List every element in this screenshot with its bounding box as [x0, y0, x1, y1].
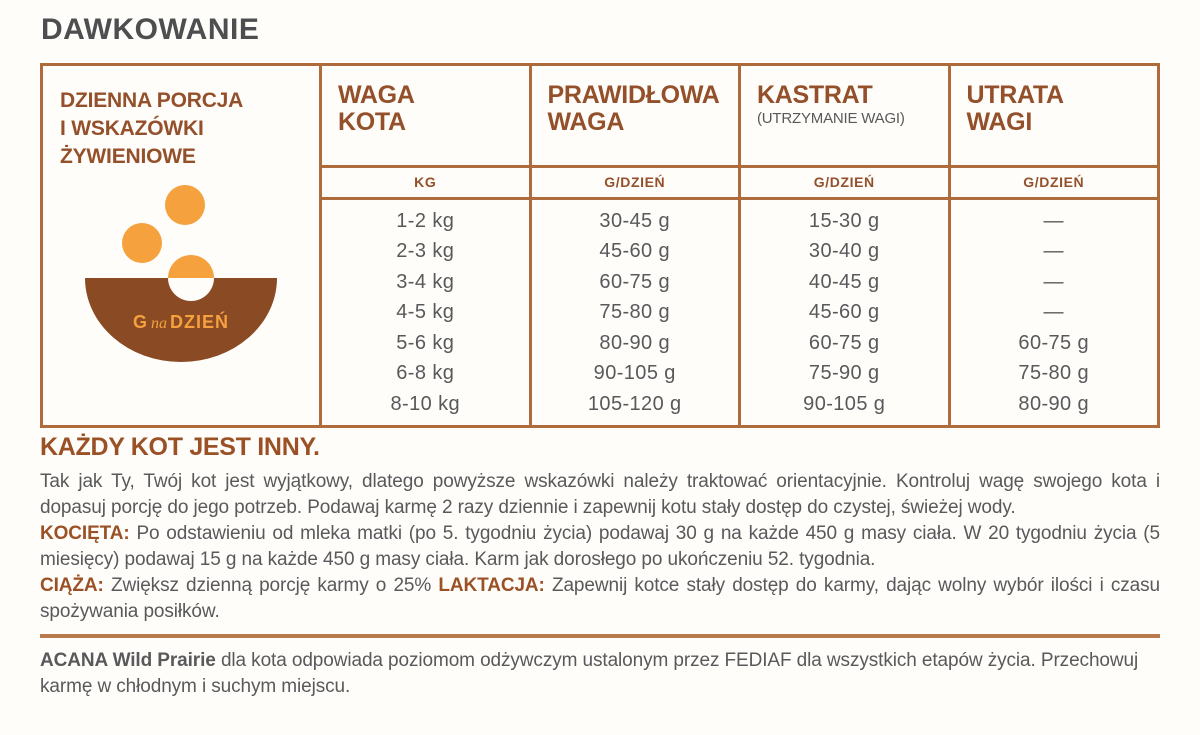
weight-loss-portion-value: —: [1043, 270, 1064, 293]
unit-label: G/DZIEŃ: [951, 165, 1158, 200]
normal-portion-value: 90-105 g: [593, 362, 676, 384]
pregnancy-label: CIĄŻA:: [40, 575, 104, 596]
column-header: [532, 66, 739, 165]
weight-loss-portion-value: 80-90 g: [1018, 392, 1090, 415]
column-cells: [741, 200, 948, 425]
column-title: UTRATA WAGI: [966, 81, 1064, 136]
weight-loss-portion-value: —: [1043, 301, 1064, 323]
kittens-text: Po odstawieniu od mleka matki (po 5. tygodniu życia) podawaj 30 g na każde 450 g masy ciała. W 20 tygodniu życia (5 miesięcy) podawaj 15 g na każde 450 g masy ciała. Karm jak dorosłego po ukończeniu 52. tygodnia.: [40, 523, 1160, 570]
normal-portion-value: 60-75 g: [599, 270, 671, 293]
column-cells: [322, 200, 529, 425]
kittens-label: KOCIĘTA:: [40, 523, 130, 544]
info-header: [43, 66, 319, 171]
normal-portion-value: 105-120 g: [587, 392, 682, 415]
normal-portion-value: 80-90 g: [599, 331, 671, 354]
pregnancy-lactation-paragraph: [40, 573, 1160, 625]
footer-paragraph: [40, 648, 1160, 700]
column-header: [951, 66, 1158, 165]
column-subtitle: (UTRZYMANIE WAGI): [757, 110, 905, 127]
food-bowl-icon: [85, 178, 280, 373]
kittens-paragraph: [40, 521, 1160, 573]
neutered-portion-value: 45-60 g: [808, 301, 880, 323]
column-cells: [951, 200, 1158, 425]
cat-weight-value: 2-3 kg: [396, 240, 455, 262]
kibble-ball-icon: [122, 223, 162, 263]
notes-section: [40, 433, 1160, 700]
general-advice-paragraph: Tak jak Ty, Twój kot jest wyjątkowy, dlatego powyższe wskazówki należy traktować orientacyjnie. Kontroluj wagę swojego kota i dopasuj porcję do jego potrzeb. Podawaj karmę 2 razy dziennie i zapewnij kotu stały dostęp do czystej, świeżej wody.: [40, 471, 1160, 518]
bowl-label-g: G: [132, 312, 148, 332]
neutered-portion-value: 30-40 g: [808, 240, 880, 262]
kibble-ball-icon: [168, 255, 214, 278]
neutered-portion-value: 90-105 g: [803, 392, 886, 415]
column-header: [322, 66, 529, 165]
footer-text: dla kota odpowiada poziomom odżywczym ustalonym przez FEDIAF dla wszystkich etapów życia. Przechowuj karmę w chłodnym i suchym miejscu.: [40, 650, 1139, 697]
neutered-portion-value: 15-30 g: [808, 209, 880, 232]
normal-portion-value: 75-80 g: [599, 301, 671, 323]
dosage-table: [40, 63, 1160, 428]
normal-portion-value: 30-45 g: [599, 209, 671, 232]
lactation-label: LAKTACJA:: [438, 575, 545, 596]
kibble-ball-icon: [165, 185, 205, 225]
cat-weight-value: 6-8 kg: [396, 362, 455, 384]
bowl-label-na: na: [151, 315, 167, 332]
cat-weight-value: 1-2 kg: [396, 209, 455, 232]
cat-weight-value: 8-10 kg: [390, 392, 460, 415]
column-header: [741, 66, 948, 165]
column-title: WAGA KOTA: [338, 81, 415, 136]
cat-weight-value: 5-6 kg: [396, 331, 455, 354]
weight-loss-portion-value: 75-80 g: [1018, 362, 1090, 384]
column-title: PRAWIDŁOWA WAGA: [547, 81, 720, 136]
unit-label: KG: [322, 165, 529, 200]
weight-loss-portion-value: —: [1043, 209, 1064, 232]
bowl-label-dzien: DZIEŃ: [170, 312, 229, 332]
column-title: KASTRAT: [757, 81, 873, 109]
neutered-portion-value: 60-75 g: [808, 331, 880, 354]
column-cat-weight: [319, 66, 529, 425]
column-weight-loss: [948, 66, 1158, 425]
normal-portion-value: 45-60 g: [599, 240, 671, 262]
pregnancy-text: Zwiększ dzienną porcję karmy o 25%: [110, 575, 432, 596]
column-neutered: [738, 66, 948, 425]
cat-weight-value: 3-4 kg: [396, 270, 455, 293]
notes-heading: KAŻDY KOT JEST INNY.: [40, 433, 320, 461]
lactation-text: Zapewnij kotce stały dostęp do karmy, dając wolny wybór ilości i czasu spożywania posiłków.: [40, 575, 1161, 622]
neutered-portion-value: 40-45 g: [808, 270, 880, 293]
info-column: [43, 66, 319, 425]
section-divider: [40, 634, 1160, 638]
bowl-label: [85, 312, 277, 333]
page-title: DAWKOWANIE: [41, 13, 260, 46]
product-brand: ACANA Wild Prairie: [40, 650, 216, 671]
column-normal-weight: [529, 66, 739, 425]
weight-loss-portion-value: —: [1043, 240, 1064, 262]
unit-label: G/DZIEŃ: [532, 165, 739, 200]
neutered-portion-value: 75-90 g: [808, 362, 880, 384]
info-header-line2: I WSKAZÓWKI ŻYWIENIOWE: [60, 117, 204, 168]
unit-label: G/DZIEŃ: [741, 165, 948, 200]
info-header-line1: DZIENNA PORCJA: [60, 89, 244, 112]
weight-loss-portion-value: 60-75 g: [1018, 331, 1090, 354]
column-cells: [532, 200, 739, 425]
cat-weight-value: 4-5 kg: [396, 301, 455, 323]
